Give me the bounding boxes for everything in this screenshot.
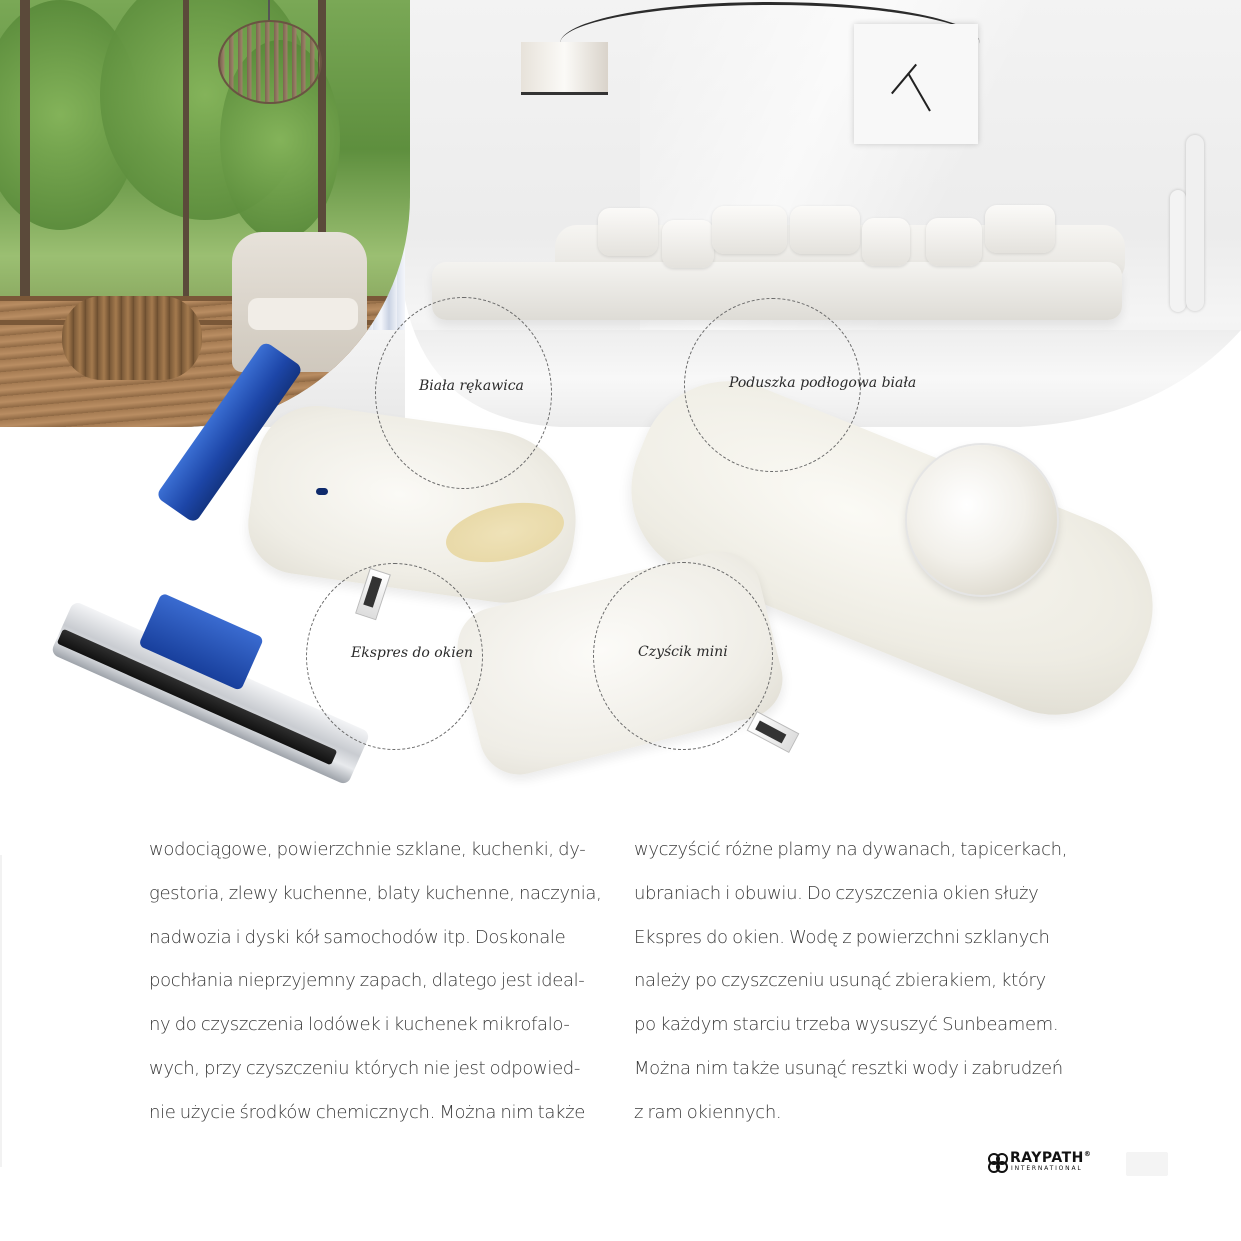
text-line: wych, przy czyszczeniu których nie jest odpowied- [149,1057,581,1079]
logo-wordmark: RAYPATH® [1010,1150,1092,1166]
text-column-left [149,828,609,1135]
fabric-zoom-detail [907,445,1057,595]
raypath-logo [988,1152,1098,1174]
label-window-express: Ekspres do okien [351,645,473,661]
text-line: należy po czyszczeniu usunąć zbierakiem, który [634,970,1046,992]
text-line: pochłania nieprzyjemny zapach, dlatego jest ideal- [149,970,585,992]
text-line: wodociągowe, powierzchnie szklane, kuchenki, dy- [149,839,586,860]
text-line: Ekspres do okien. Wodę z powierzchni szklanych [634,926,1050,948]
photo-mask [0,0,1241,427]
text-line: Można nim także usunąć resztki wody i zabrudzeń [634,1057,1063,1079]
raypath-mark-icon [988,1153,1008,1173]
text-line: po każdym starciu trzeba wysuszyć Sunbeamem. [634,1014,1059,1036]
text-column-right [634,828,1094,1135]
text-line: ubraniach i obuwiu. Do czyszczenia okien służy [634,882,1039,904]
page-edge [0,855,2,1167]
text-line: gestoria, zlewy kuchenne, blaty kuchenne, naczynia, [149,882,602,904]
text-line: z ram okiennych. [634,1101,782,1123]
label-floor-pad: Poduszka podłogowa biała [729,375,917,391]
text-line: nie użycie środków chemicznych. Można nim także [149,1101,585,1123]
label-mini-cleaner: Czyścik mini [638,644,728,660]
product-tag [747,711,800,753]
label-glove: Biała rękawica [419,378,524,394]
logo-subtitle: INTERNATIONAL [1011,1165,1083,1172]
page-number-tab [1126,1152,1168,1176]
text-line: ny do czyszczenia lodówek i kuchenek mikrofalo- [149,1014,570,1036]
text-line: nadwozia i dyski kół samochodów itp. Doskonale [149,926,566,948]
room-photo [0,0,1241,427]
handle-hole [316,488,328,495]
text-line: wyczyścić różne plamy na dywanach, tapicerkach, [634,839,1068,860]
